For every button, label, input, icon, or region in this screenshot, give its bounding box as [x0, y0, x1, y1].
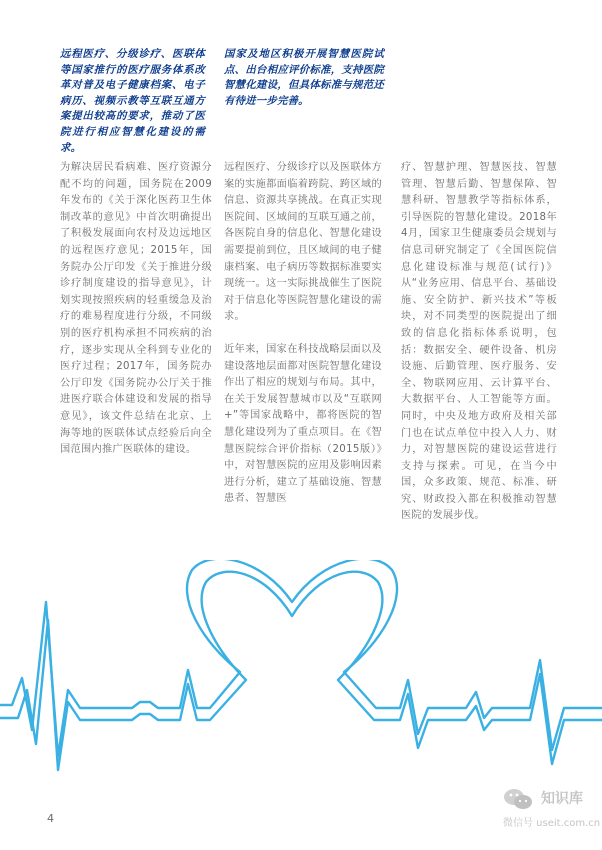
column-2-paragraph-2: 近年来，国家在科技战略层面以及建设落地层面都对医院智慧化建设作出了相应的规划与布局。其中，在关于发展智慧城市以及“互联网+”等国家战略中，都将医院的智慧化建设列为了重点项目。在《智慧医院综合评价指标（2015版）》中，对智慧医院的应用及影响因素进行分析，建立了基础设施、智慧患者、智慧医: [224, 343, 382, 505]
lead-quote-left: 远程医疗、分级诊疗、医联体等国家推行的医疗服务体系改革对普及电子健康档案、电子病历、视频示教等互联互通方案提出较高的要求，推动了医院进行相应智慧化建设的需求。: [60, 48, 205, 154]
text-column-1: [60, 160, 212, 459]
heartbeat-line-inner: [0, 572, 602, 770]
lead-quote-right: 国家及地区积极开展智慧医院试点、出台相应评价标准，支持医院智慧化建设，但具体标准与规范还有待进一步完善。: [224, 48, 384, 107]
wechat-icon: [503, 788, 533, 810]
heartbeat-heart-illustration: [0, 560, 602, 790]
watermark: [503, 784, 599, 832]
watermark-name: 知识库: [541, 791, 583, 807]
heartbeat-line-outer: [0, 560, 602, 756]
column-1-paragraph-1: 为解决居民看病难、医疗资源分配不均的问题，国务院在2009年发布的《关于深化医药卫生体制改革的意见》中首次明确提出了积极发展面向农村及边远地区的远程医疗意见；2015年，国务院办公厅印发《关于推进分级诊疗制度建设的指导意见》，计划实现按照疾病的轻重缓急及治疗的难易程度进行分级，不同级别的医疗机构承担不同疾病的治疗，逐步实现从全科到专业化的医疗过程；2017年，国务院办公厅印发《国务院办公厅关于推进医疗联合体建设和发展的指导意见》，该文件总结在北京、上海等地的医联体试点经验后向全国范围内推广医联体的建设。: [60, 162, 212, 456]
column-2-paragraph-1: 远程医疗、分级诊疗以及医联体方案的实施都面临着跨院、跨区域的信息、资源共享挑战。在真正实现医院间、区域间的互联互通之前，各医院自身的信息化、智慧化建设需要提前到位，且区域间的电子健康档案、电子病历等数据标准要实现统一。这一实际挑战催生了医院对于信息化等医院智慧化建设的需求。: [224, 162, 382, 323]
page-number: 4: [47, 812, 54, 825]
text-column-3: [401, 160, 557, 525]
watermark-account: 微信号 useit.com.cn: [503, 818, 601, 829]
column-3-paragraph-1: 疗、智慧护理、智慧医技、智慧管理、智慧后勤、智慧保障、智慧科研、智慧教学等指标体系，引导医院的智慧化建设。2018年4月，国家卫生健康委员会规划与信息司研究制定了《全国医院信息化建设标准与规范(试行)》从“业务应用、信息平台、基础设施、安全防护、新兴技术”等板块，对不同类型的医院提出了细致的信息化指标体系说明，包括：数据安全、硬件设备、机房设施、后勤管理、医疗服务、安全、物联网应用、云计算平台、大数据平台、人工智能等方面。同时，中央及地方政府及相关部门也在试点单位中投入人力、财力，对智慧医院的建设运营进行支持与探索。可见，在当今中国，众多政策、规范、标准、研究、财政投入都在积极推动智慧医院的发展步伐。: [401, 162, 557, 522]
text-column-2: [224, 160, 382, 508]
